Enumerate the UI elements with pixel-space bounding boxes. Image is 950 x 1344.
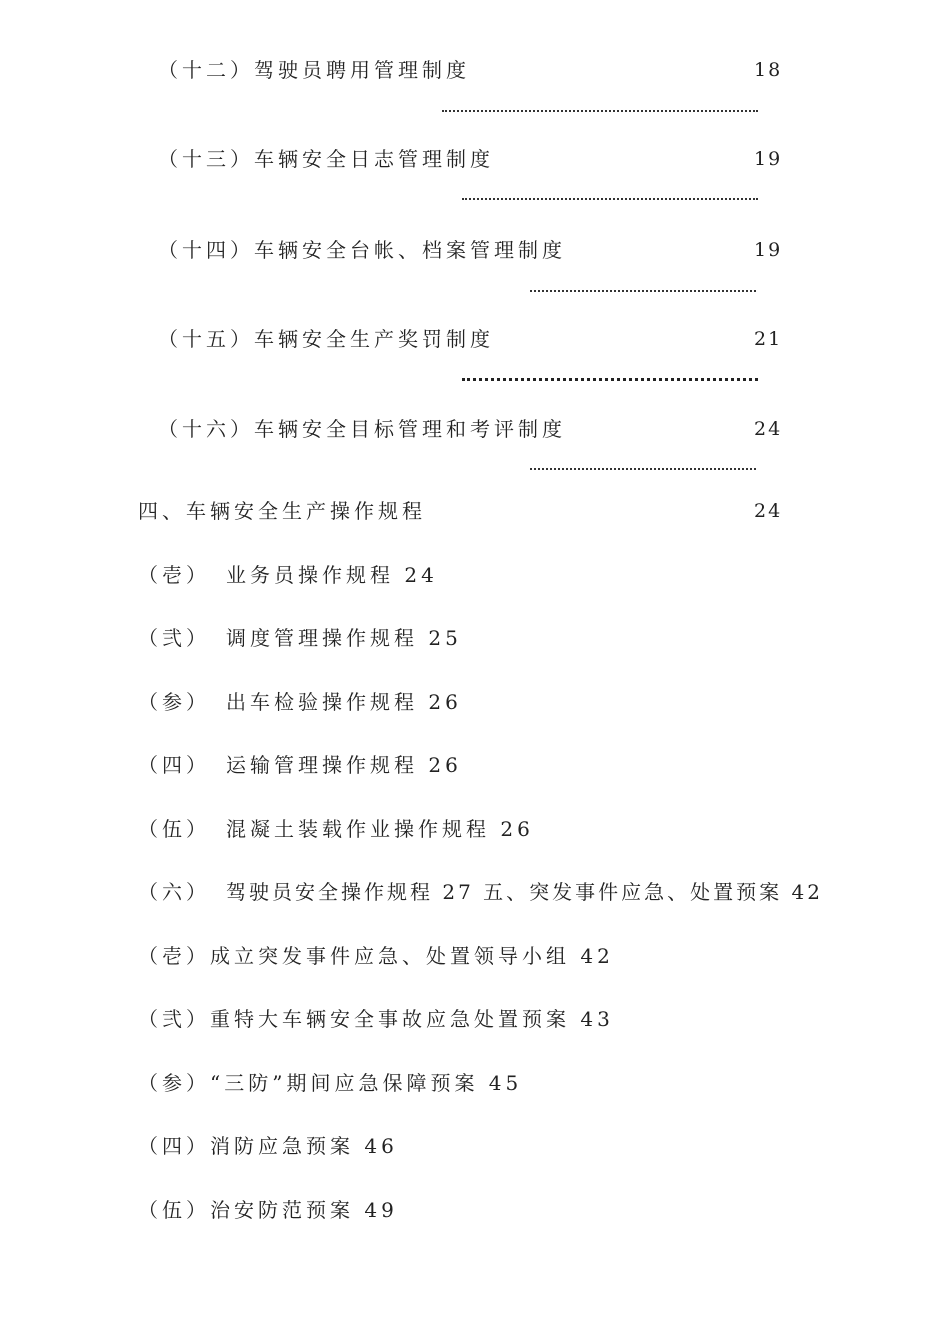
- toc-s4-item-1[interactable]: 业务员操作规程 24: [226, 563, 438, 587]
- toc-s5-item-5[interactable]: （伍）治安防范预案 49: [138, 1198, 398, 1222]
- toc-s4-item-3[interactable]: 出车检验操作规程 26: [226, 690, 462, 714]
- toc-entry-15[interactable]: （十五）车辆安全生产奖罚制度: [158, 327, 494, 351]
- toc-s4-item-4-num: （四）: [138, 753, 210, 777]
- toc-s4-item-2-num: （弐）: [138, 626, 210, 650]
- toc-s4-item-5[interactable]: 混凝土装载作业操作规程 26: [226, 817, 534, 841]
- toc-s4-item-6-num: （六）: [138, 880, 210, 904]
- toc-entry-13-page: 19: [754, 148, 783, 170]
- toc-leader-dots: [462, 378, 758, 381]
- toc-s4-item-6[interactable]: 驾驶员安全操作规程 27 五、突发事件应急、处置预案 42: [226, 880, 823, 904]
- toc-s5-item-3[interactable]: （参）“三防”期间应急保障预案 45: [138, 1071, 523, 1095]
- toc-entry-12[interactable]: （十二）驾驶员聘用管理制度: [158, 58, 470, 82]
- toc-leader-dots: [442, 110, 758, 112]
- toc-s5-item-1[interactable]: （壱）成立突发事件应急、处置领导小组 42: [138, 944, 614, 968]
- toc-s5-item-2[interactable]: （弐）重特大车辆安全事故应急处置预案 43: [138, 1007, 614, 1031]
- toc-entry-14-page: 19: [754, 239, 783, 261]
- toc-entry-12-page: 18: [754, 59, 783, 81]
- toc-entry-15-page: 21: [754, 328, 783, 350]
- toc-s4-item-5-num: （伍）: [138, 817, 210, 841]
- toc-entry-16[interactable]: （十六）车辆安全目标管理和考评制度: [158, 417, 566, 441]
- toc-leader-dots: [462, 198, 758, 200]
- toc-entry-14[interactable]: （十四）车辆安全台帐、档案管理制度: [158, 238, 566, 262]
- toc-s4-item-4[interactable]: 运输管理操作规程 26: [226, 753, 462, 777]
- toc-leader-dots: [530, 468, 756, 470]
- toc-s5-item-4[interactable]: （四）消防应急预案 46: [138, 1134, 398, 1158]
- toc-s4-item-2[interactable]: 调度管理操作规程 25: [226, 626, 462, 650]
- toc-leader-dots: [530, 290, 756, 292]
- toc-section-4-page: 24: [754, 500, 783, 522]
- toc-s4-item-1-num: （壱）: [138, 563, 210, 587]
- toc-section-4[interactable]: 四、车辆安全生产操作规程: [138, 499, 426, 523]
- toc-s4-item-3-num: （参）: [138, 690, 210, 714]
- toc-entry-13[interactable]: （十三）车辆安全日志管理制度: [158, 147, 494, 171]
- toc-entry-16-page: 24: [754, 418, 783, 440]
